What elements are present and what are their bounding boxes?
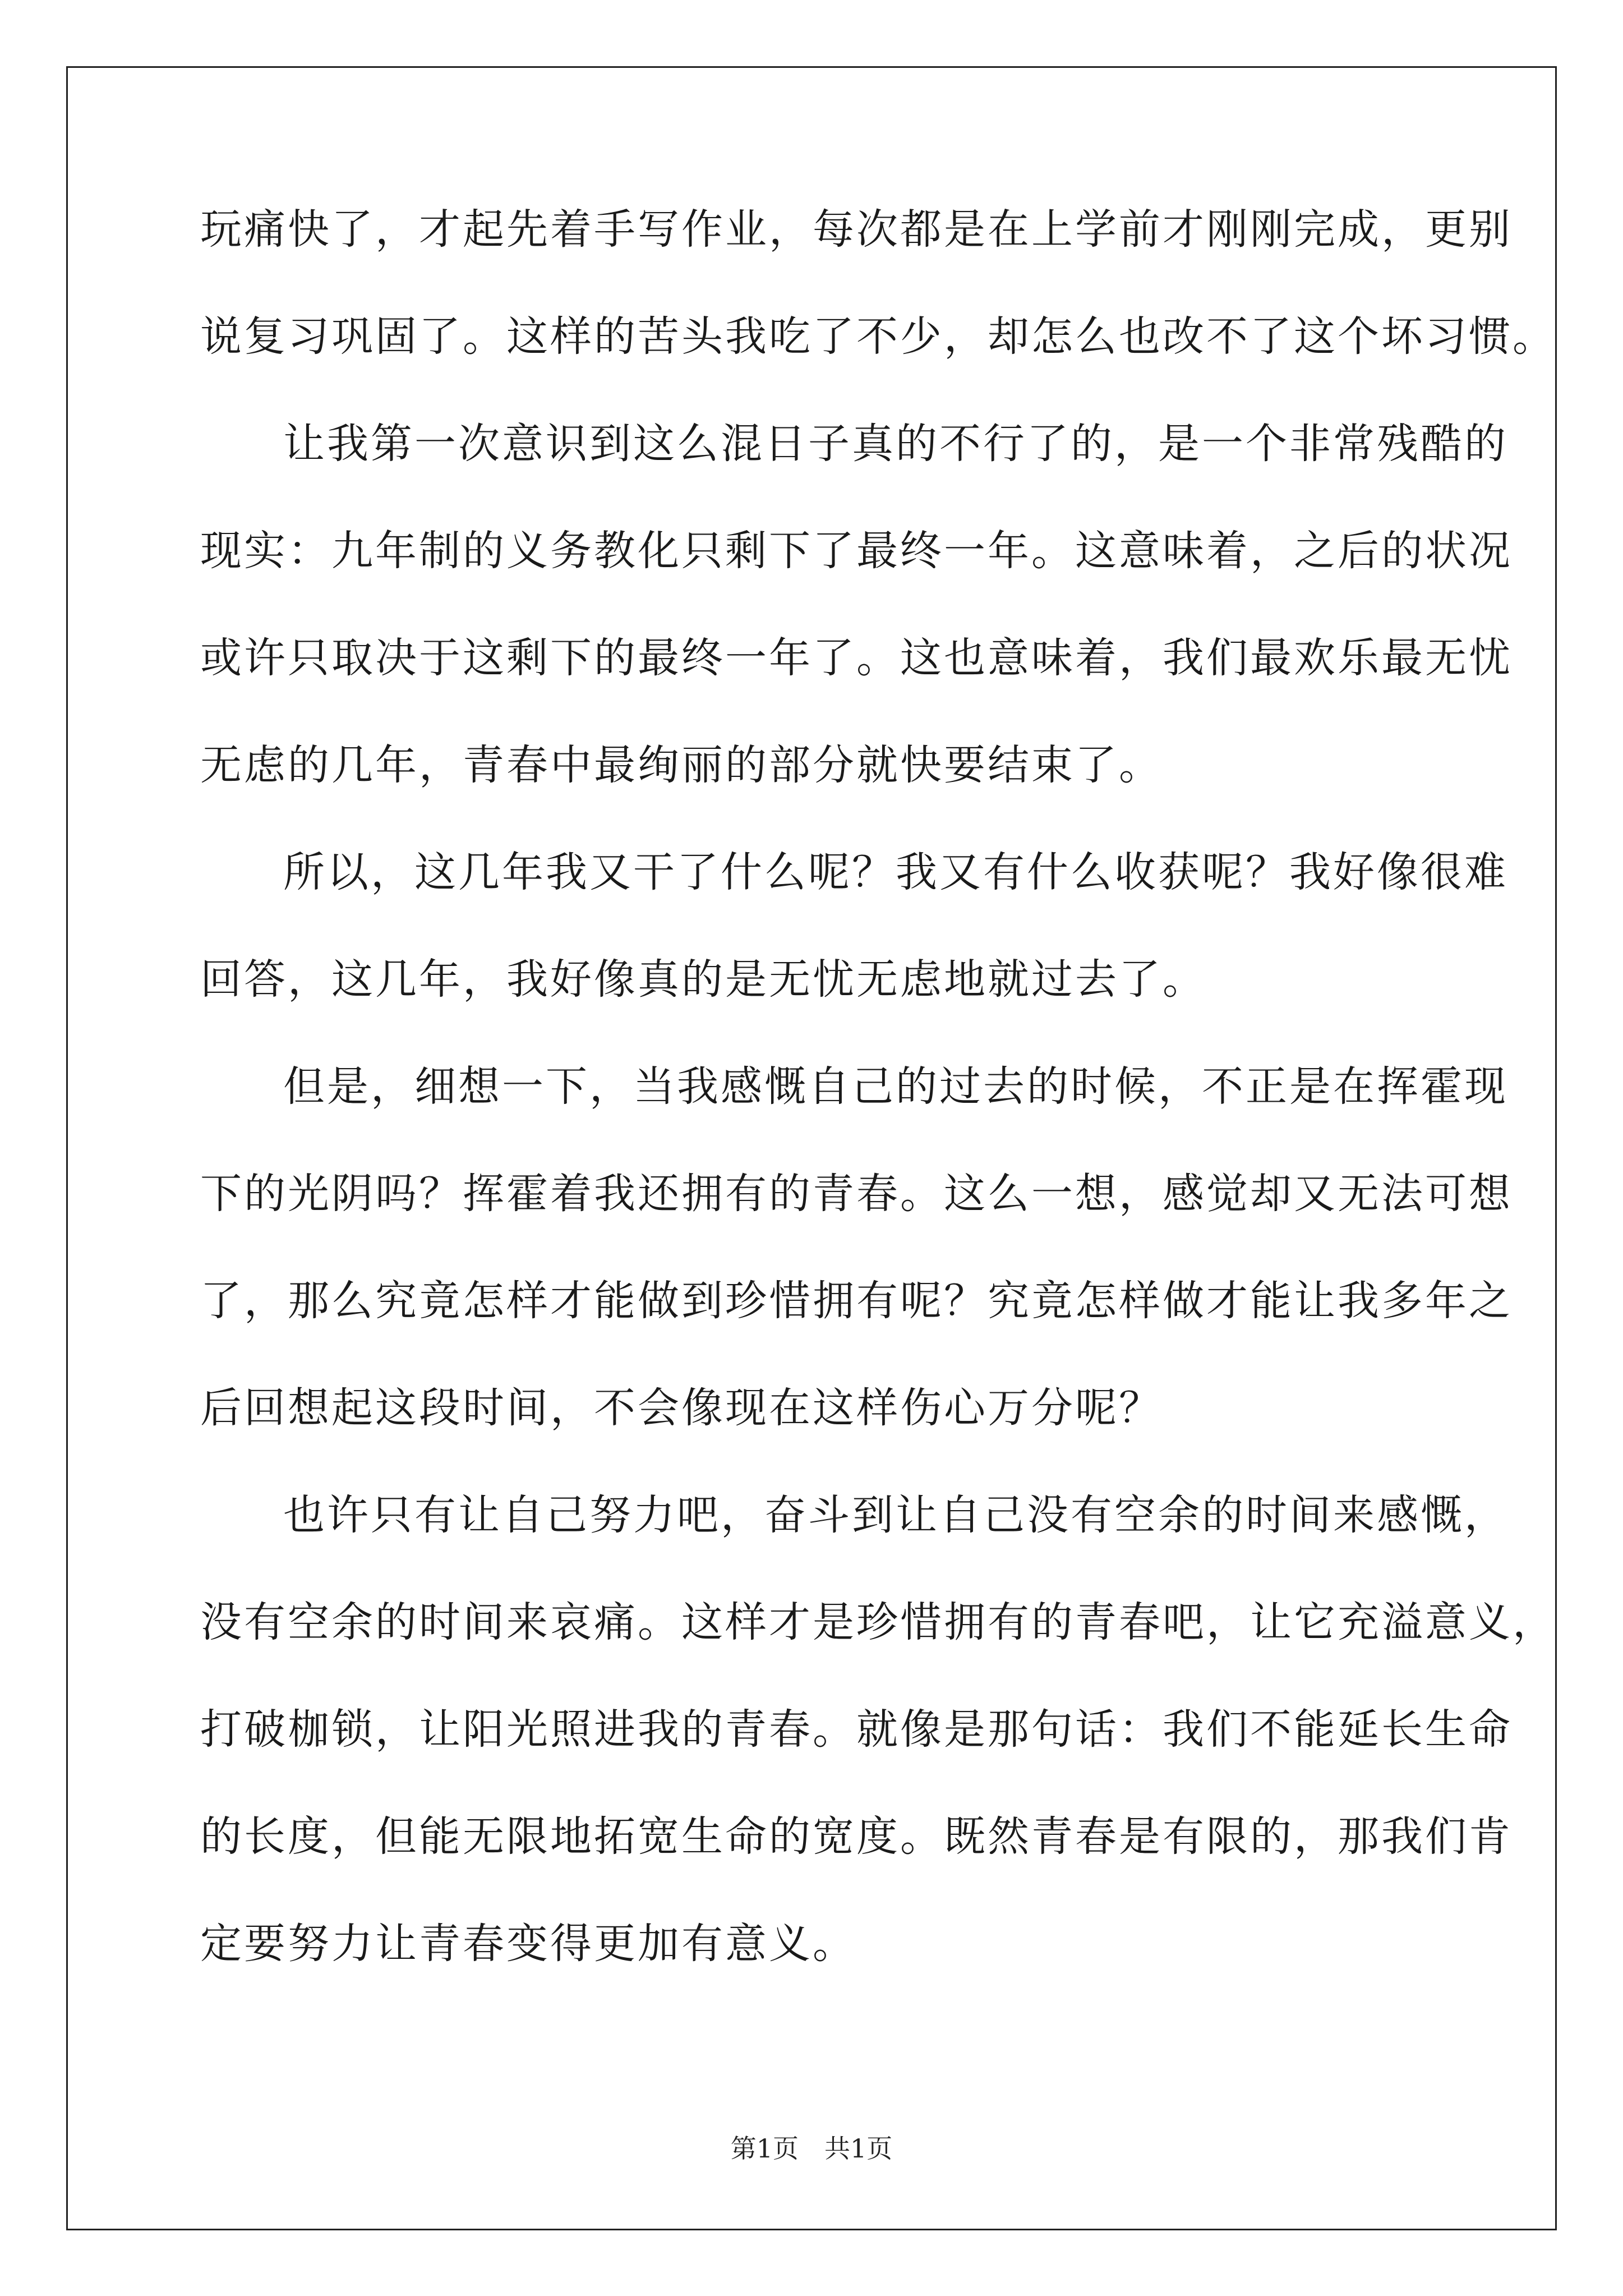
text-line-8: 回答，这几年，我好像真的是无忧无虑地就过去了。 xyxy=(200,955,1206,1004)
text-line-15: 打破枷锁，让阳光照进我的青春。就像是那句话：我们不能延长生命 xyxy=(200,1705,1513,1754)
text-line-6: 无虑的几年，青春中最绚丽的部分就快要结束了。 xyxy=(200,741,1163,789)
text-line-16: 的长度，但能无限地拓宽生命的宽度。既然青春是有限的，那我们肯 xyxy=(200,1812,1513,1861)
page-number-footer: 第1页 共1页 xyxy=(730,2133,893,2164)
text-line-9: 但是，细想一下，当我感慨自己的过去的时候，不正是在挥霍现 xyxy=(283,1062,1508,1111)
text-line-11: 了，那么究竟怎样才能做到珍惜拥有呢？究竟怎样做才能让我多年之 xyxy=(200,1277,1513,1325)
text-line-1: 玩痛快了，才起先着手写作业，每次都是在上学前才刚刚完成，更别 xyxy=(200,205,1513,254)
text-line-2: 说复习巩固了。这样的苦头我吃了不少，却怎么也改不了这个坏习惯。 xyxy=(200,312,1556,361)
text-line-7: 所以，这几年我又干了什么呢？我又有什么收获呢？我好像很难 xyxy=(283,848,1508,896)
text-line-4: 现实：九年制的义务教化只剩下了最终一年。这意味着，之后的状况 xyxy=(200,527,1513,575)
text-line-3: 让我第一次意识到这么混日子真的不行了的，是一个非常残酷的 xyxy=(283,420,1508,468)
text-line-10: 下的光阴吗？挥霍着我还拥有的青春。这么一想，感觉却又无法可想 xyxy=(200,1170,1513,1218)
text-line-17: 定要努力让青春变得更加有意义。 xyxy=(200,1920,856,1968)
text-line-14: 没有空余的时间来哀痛。这样才是珍惜拥有的青春吧，让它充溢意义， xyxy=(200,1598,1556,1646)
text-line-13: 也许只有让自己努力吧，奋斗到让自己没有空余的时间来感慨， xyxy=(283,1491,1508,1539)
document-body xyxy=(200,205,1556,2030)
text-line-5: 或许只取决于这剩下的最终一年了。这也意味着，我们最欢乐最无忧 xyxy=(200,634,1513,682)
text-line-12: 后回想起这段时间，不会像现在这样伤心万分呢？ xyxy=(200,1384,1163,1432)
